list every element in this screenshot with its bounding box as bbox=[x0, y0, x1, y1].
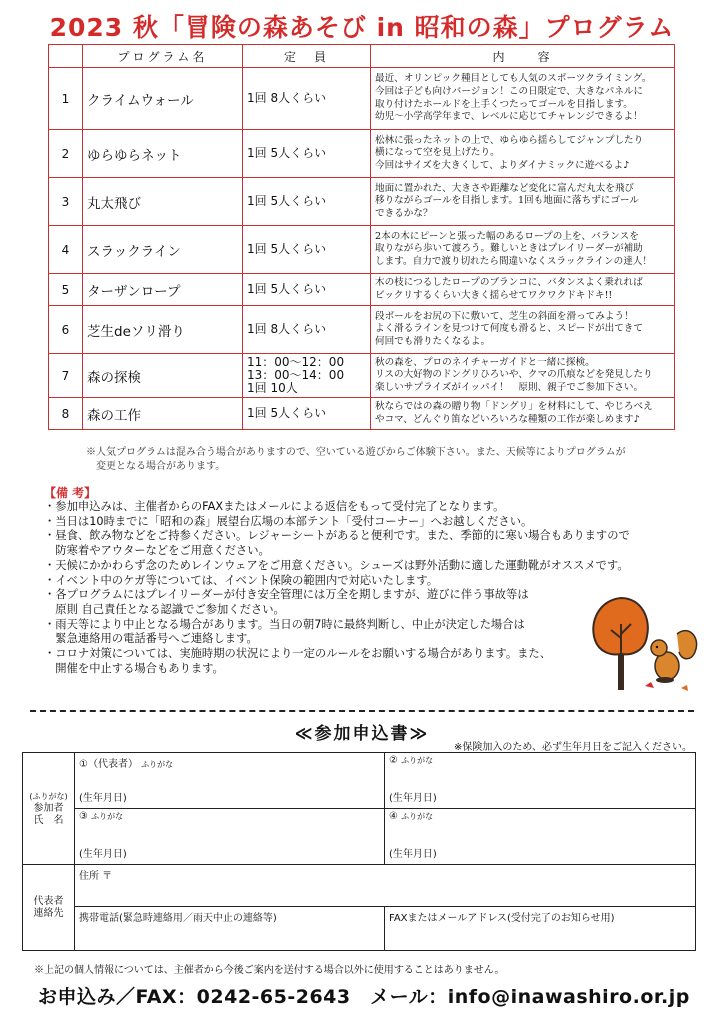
remark-item: ・各プログラムにはプレイリーダーが付き安全管理には万全を期しますが、遊びに伴う事故等は 原則 自己責任となる認識でご参加ください。 bbox=[44, 588, 529, 616]
program-capacity: 1回 5人くらい bbox=[243, 398, 371, 430]
program-capacity: 11：00～12：00 13：00～14：00 1回 10人 bbox=[243, 354, 371, 398]
program-description: 秋ならではの森の贈り物「ドングリ」を材料にして、やじろべえ やコマ、どんぐり笛などいろいろな種類の工作が楽しめます♪ bbox=[371, 398, 675, 430]
leaves-icon bbox=[645, 682, 688, 691]
privacy-note: ※上記の個人情報については、主催者から今後ご案内を送付する場合以外に使用することはありません。 bbox=[34, 965, 505, 976]
fax-mail-field[interactable] bbox=[385, 907, 696, 951]
furigana-label: ふりがな bbox=[401, 812, 434, 821]
tree-icon bbox=[593, 598, 648, 690]
dob-label: (生年月日) bbox=[79, 849, 127, 860]
program-description: 秋の森を、プロのネイチャーガイドと一緒に探検。 リスの大好物のドングリひろいや、クマの爪痕などを発見したり 楽しいサプライズがイッパイ！ 原則、親子でご参加下さい。 bbox=[371, 354, 675, 398]
row-number: 3 bbox=[49, 178, 83, 226]
program-name: クライムウォール bbox=[83, 68, 243, 130]
application-form bbox=[22, 752, 696, 951]
table-row bbox=[49, 226, 675, 274]
program-capacity: 1回 5人くらい bbox=[243, 178, 371, 226]
header-program-name: プログラム名 bbox=[83, 45, 243, 68]
remark-item: ・雨天等により中止となる場合があります。当日の朝7時に最終判断し、中止が決定した場合は 緊急連絡用の電話番号へご連絡します。 bbox=[44, 617, 525, 646]
program-name: 丸太飛び bbox=[83, 178, 243, 226]
program-name: 森の探検 bbox=[83, 354, 243, 398]
remark-item: ・イベント中のケガ等については、イベント保険の範囲内で対応いたします。 bbox=[44, 573, 439, 587]
row-number: 6 bbox=[49, 306, 83, 354]
table-row bbox=[49, 274, 675, 306]
remark-item: ・天候にかかわらず念のためレインウェアをご用意ください。シューズは野外活動に適した運動靴がオススメです。 bbox=[44, 558, 629, 572]
program-capacity: 1回 5人くらい bbox=[243, 274, 371, 306]
program-table bbox=[48, 44, 675, 430]
row-number: 5 bbox=[49, 274, 83, 306]
furigana-label: ふりがな bbox=[401, 756, 434, 765]
row-number: 4 bbox=[49, 226, 83, 274]
form-title: ≪参加申込書≫ bbox=[294, 724, 430, 744]
header-content: 内 容 bbox=[371, 45, 675, 68]
program-name: 森の工作 bbox=[83, 398, 243, 430]
participant-name-label: 参加者 氏 名 bbox=[33, 802, 64, 826]
table-row bbox=[49, 178, 675, 226]
contact-label-text: 代表者 連絡先 bbox=[33, 895, 64, 919]
program-name: 芝生deソリ滑り bbox=[83, 306, 243, 354]
table-row bbox=[49, 130, 675, 178]
program-name: ゆらゆらネット bbox=[83, 130, 243, 178]
program-name: ターザンロープ bbox=[83, 274, 243, 306]
phone-field[interactable] bbox=[75, 907, 385, 951]
table-row bbox=[49, 306, 675, 354]
fax-mail-label: FAXまたはメールアドレス(受付完了のお知らせ用) bbox=[389, 913, 615, 924]
participant-4-label: ④ bbox=[389, 811, 398, 822]
remark-item: ・コロナ対策については、実施時期の状況により一定のルールをお願いする場合があります。また、 開催を中止する場合もあります。 bbox=[44, 647, 552, 675]
table-note: ※人気プログラムは混み合う場合がありますので、空いている遊びからご体験下さい。また、天候等によりプログラムが 変更となる場合があります。 bbox=[86, 447, 626, 472]
phone-label: 携帯電話(緊急時連絡用／雨天中止の連絡等) bbox=[79, 913, 277, 924]
furigana-label: ふりがな bbox=[91, 812, 124, 821]
remarks-heading: 【備 考】 bbox=[44, 486, 97, 500]
participant-label bbox=[23, 753, 75, 865]
form-note: ※保険加入のため、必ず生年月日をご記入ください。 bbox=[454, 742, 692, 753]
remark-item: ・昼食、飲み物などをご持参ください。レジャーシートがあると便利です。また、季節的に寒い場合もありますので 防寒着やアウターなどをご用意ください。 bbox=[44, 529, 630, 558]
squirrel-icon bbox=[651, 631, 697, 683]
dob-label: (生年月日) bbox=[389, 793, 437, 804]
program-description: 木の枝につるしたロープのブランコに、バタンスよく乗れれば ビックリするくらい大きく揺らせてワクワクドキドキ!! bbox=[371, 274, 675, 306]
remark-item: ・当日は10時までに「昭和の森」展望台広場の本部テント「受付コーナー」へお越しください。 bbox=[44, 514, 533, 528]
participant-1-label: ①（代表者） bbox=[79, 759, 138, 770]
remark-item: ・参加申込みは、主催者からのFAXまたはメールによる返信をもって受付完了となります。 bbox=[44, 500, 505, 513]
program-capacity: 1回 5人くらい bbox=[243, 130, 371, 178]
header-capacity: 定 員 bbox=[243, 45, 371, 68]
program-capacity: 1回 8人くらい bbox=[243, 68, 371, 130]
cut-line bbox=[30, 710, 694, 712]
program-description: 地面に置かれた、大きさや距離など変化に富んだ丸太を飛び 移りながらゴールを目指します。1回も地面に落ちずにゴール できるかな？ bbox=[371, 178, 675, 226]
contact-info: お申込み／FAX：0242-65-2643 メール：info@inawashiro.or.jp bbox=[38, 986, 690, 1008]
participant-3-label: ③ bbox=[79, 811, 88, 822]
participant-furigana-label: (ふりがな) bbox=[29, 791, 68, 801]
program-name: スラックライン bbox=[83, 226, 243, 274]
participant-3-field[interactable] bbox=[75, 809, 385, 865]
row-number: 8 bbox=[49, 398, 83, 430]
table-row bbox=[49, 398, 675, 430]
participant-4-field[interactable] bbox=[385, 809, 696, 865]
row-number: 7 bbox=[49, 354, 83, 398]
address-label: 住所 〒 bbox=[79, 871, 113, 882]
dob-label: (生年月日) bbox=[389, 849, 437, 860]
participant-2-label: ② bbox=[389, 755, 398, 766]
program-description: 最近、オリンピック種目としても人気のスポーツクライミング。 今回は子ども向けバージョン！この日限定で、大きなパネルに 取り付けたホールドを上手くつたってゴールを目指します。 幼児～小学高学年まで、レベルに応じてチャレンジできるよ！ bbox=[371, 68, 675, 130]
contact-label bbox=[23, 865, 75, 951]
program-description: 2本の木にピーンと張った幅のあるロープの上を、バランスを 取りながら歩いて渡ろう。難しいときはプレイリーダーが補助 します。自力で渡り切れたら間違いなくスラックラインの達人！ bbox=[371, 226, 675, 274]
page-title: 2023 秋「冒険の森あそび in 昭和の森」プログラム bbox=[49, 13, 675, 42]
address-field[interactable] bbox=[75, 865, 696, 907]
table-row bbox=[49, 354, 675, 398]
table-row bbox=[49, 68, 675, 130]
dob-label: (生年月日) bbox=[79, 793, 127, 804]
program-description: 段ボールをお尻の下に敷いて、芝生の斜面を滑ってみよう！ よく滑るラインを見つけて何度も滑ると、スピードが出てきて 何回でも滑りたくなるよ。 bbox=[371, 306, 675, 354]
row-number: 2 bbox=[49, 130, 83, 178]
program-description: 松林に張ったネットの上で、ゆらゆら揺らしてジャンプしたり 横になって空を見上げたり。 今回はサイズを大きくして、よりダイナミックに遊べるよ♪ bbox=[371, 130, 675, 178]
row-number: 1 bbox=[49, 68, 83, 130]
furigana-label: ふりがな bbox=[141, 760, 174, 769]
participant-2-field[interactable] bbox=[385, 753, 696, 809]
program-capacity: 1回 5人くらい bbox=[243, 226, 371, 274]
program-table-header bbox=[49, 45, 675, 68]
header-number bbox=[49, 45, 83, 68]
tree-squirrel-illustration bbox=[585, 594, 705, 694]
participant-1-field[interactable] bbox=[75, 753, 385, 809]
program-capacity: 1回 8人くらい bbox=[243, 306, 371, 354]
